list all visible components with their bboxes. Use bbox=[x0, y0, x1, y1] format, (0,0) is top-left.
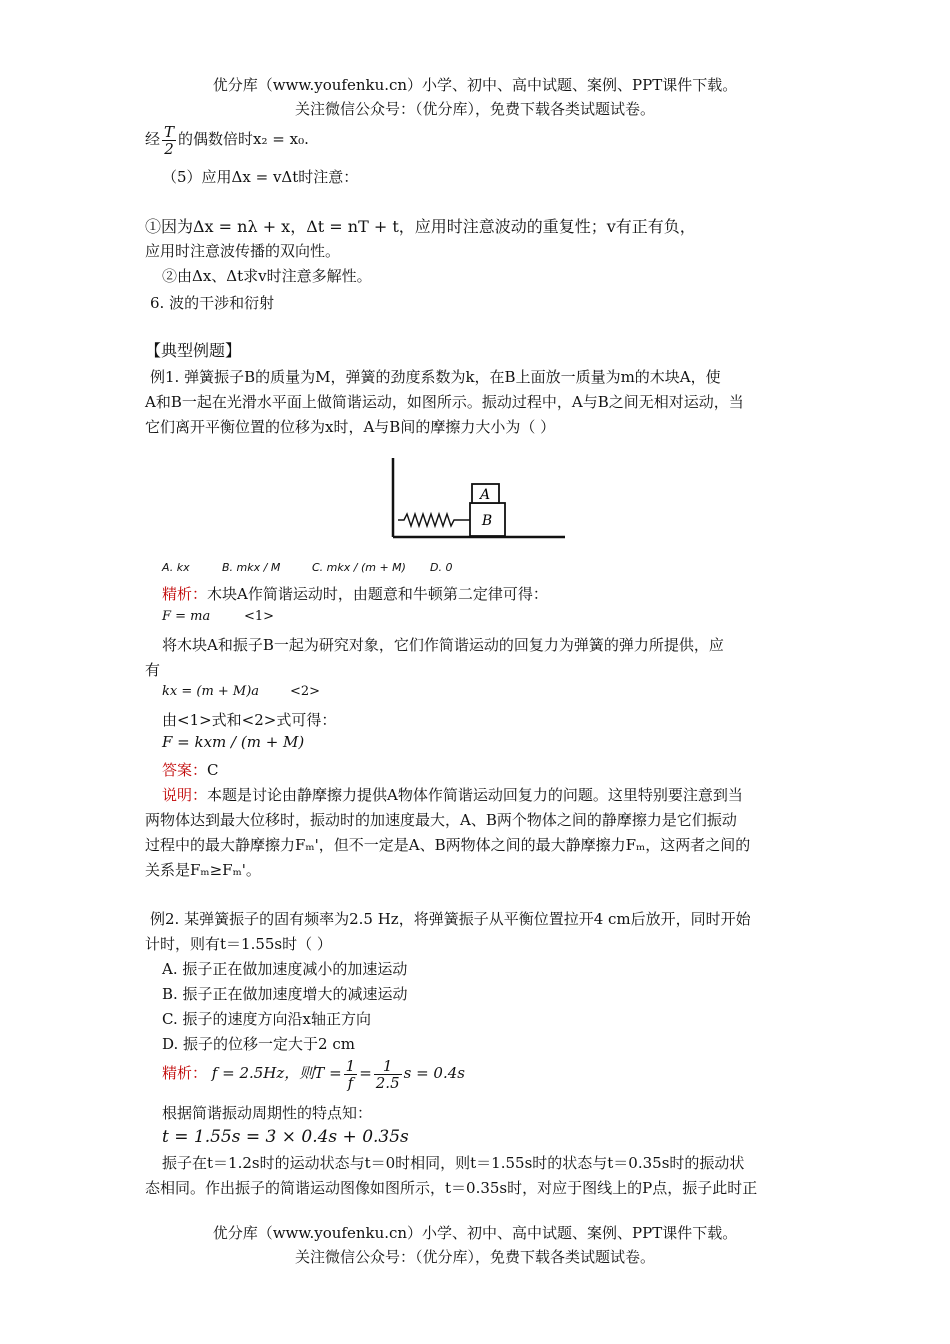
note-text-1: 本题是讨论由静摩擦力提供A物体作简谐运动回复力的问题。这里特别要注意到当 bbox=[207, 786, 743, 804]
frac-den: f bbox=[347, 1073, 354, 1092]
header-line-2: 关注微信公众号：（优分库），免费下载各类试题试卷。 bbox=[294, 100, 655, 118]
spring bbox=[398, 514, 470, 526]
intro-line-5: ②由Δx、Δt求v时注意多解性。 bbox=[162, 267, 372, 285]
intro-line-2: （5）应用Δx = vΔt时注意： bbox=[162, 168, 359, 186]
ex1-option-c: C. mkx / (m + M) bbox=[312, 561, 406, 574]
header-line-1: 优分库（www.youfenku.cn）小学、初中、高中试题、案例、PPT课件下载。 bbox=[212, 76, 738, 94]
label-a: A bbox=[479, 487, 491, 503]
ex1-line-2: A和B一起在光滑水平面上做简谐运动，如图所示。振动过程中，A与B之间无相对运动，当 bbox=[145, 393, 744, 411]
answer-label: 答案： bbox=[162, 761, 208, 779]
intro-line-4: 应用时注意波传播的双向性。 bbox=[145, 242, 341, 260]
ex2-p3-line-1: 振子在t＝1.2s时的运动状态与t＝0时相同，则t＝1.55s时的状态与t＝0.35s时的振动状 bbox=[162, 1154, 745, 1172]
ex1-answer bbox=[162, 759, 219, 781]
ex1-line-3: 它们离开平衡位置的位移为x时，A与B间的摩擦力大小为（ ） bbox=[145, 418, 556, 436]
frac-num: T bbox=[164, 122, 175, 141]
ex1-eq1: F = ma bbox=[162, 609, 211, 624]
ex2-line-2: 计时，则有t＝1.55s时（ ） bbox=[145, 935, 332, 953]
answer-value: C bbox=[207, 761, 219, 779]
ex2-an-mid: = bbox=[359, 1064, 372, 1082]
spring-block-diagram bbox=[390, 456, 570, 542]
frac-den: 2.5 bbox=[375, 1073, 400, 1092]
ex1-option-d: D. 0 bbox=[430, 561, 453, 574]
ex1-note-line-2: 两物体达到最大位移时，振动时的加速度最大，A、B两个物体之间的静摩擦力是它们振动 bbox=[145, 811, 737, 829]
ex2-analysis bbox=[162, 1054, 465, 1092]
fraction-1-over-f bbox=[344, 1058, 358, 1091]
analysis-label: 精析： bbox=[162, 585, 208, 603]
frac-den: 2 bbox=[164, 139, 174, 158]
ex1-analysis bbox=[162, 583, 548, 605]
ex1-eq1-tag: <1> bbox=[244, 609, 275, 624]
ex1-p2-line-1: 将木块A和振子B一起为研究对象，它们作简谐运动的回复力为弹簧的弹力所提供，应 bbox=[162, 636, 724, 654]
ex2-option-c: C. 振子的速度方向沿x轴正方向 bbox=[162, 1010, 371, 1028]
ex2-analysis-label: 精析： bbox=[162, 1064, 208, 1082]
label-b: B bbox=[481, 513, 493, 529]
intro-line-1 bbox=[145, 122, 309, 157]
ex1-line-1: 例1. 弹簧振子B的质量为M，弹簧的劲度系数为k，在B上面放一质量为m的木块A，使 bbox=[150, 368, 721, 386]
ex1-note-line-3: 过程中的最大静摩擦力Fₘ'，但不一定是A、B两物体之间的最大静摩擦力Fₘ，这两者之间的 bbox=[145, 836, 751, 854]
intro-line-3: ①因为Δx = nλ + x，Δt = nT + t，应用时注意波动的重复性；v有正有负， bbox=[145, 217, 696, 236]
ex2-p2: 根据简谐振动周期性的特点知： bbox=[162, 1104, 373, 1122]
section-title: 【典型例题】 bbox=[145, 341, 242, 360]
ex2-an-post: s = 0.4s bbox=[403, 1064, 465, 1082]
footer-line-1: 优分库（www.youfenku.cn）小学、初中、高中试题、案例、PPT课件下载。 bbox=[212, 1224, 738, 1242]
ex1-option-a: A. kx bbox=[162, 561, 190, 574]
ex1-note-line-1 bbox=[162, 784, 743, 806]
frac-num: 1 bbox=[374, 1058, 402, 1075]
note-label: 说明： bbox=[162, 786, 208, 804]
frac-num: 1 bbox=[345, 1056, 356, 1075]
fraction-1-over-2-5 bbox=[374, 1058, 402, 1091]
ex2-option-b: B. 振子正在做加速度增大的减速运动 bbox=[162, 985, 408, 1003]
ex2-option-d: D. 振子的位移一定大于2 cm bbox=[162, 1035, 355, 1053]
ex2-line-1: 例2. 某弹簧振子的固有频率为2.5 Hz，将弹簧振子从平衡位置拉开4 cm后放开，同时开始 bbox=[150, 910, 751, 928]
ex1-p3: 由<1>式和<2>式可得： bbox=[162, 711, 337, 729]
intro-line-6: 6. 波的干涉和衍射 bbox=[150, 294, 275, 312]
ex1-p2-line-2: 有 bbox=[145, 661, 161, 679]
analysis-text: 木块A作简谐运动时，由题意和牛顿第二定律可得： bbox=[207, 585, 548, 603]
ex2-an-pre: f = 2.5Hz，则T = bbox=[211, 1064, 342, 1082]
ex2-eq: t = 1.55s = 3 × 0.4s + 0.35s bbox=[162, 1127, 409, 1147]
footer-line-2: 关注微信公众号：（优分库），免费下载各类试题试卷。 bbox=[294, 1248, 655, 1266]
intro-l1-post: 的偶数倍时x₂ = x₀. bbox=[178, 130, 309, 148]
ex2-p3-line-2: 态相同。作出振子的简谐运动图像如图所示，t＝0.35s时，对应于图线上的P点，振子此时正 bbox=[145, 1179, 758, 1197]
intro-l1-pre: 经 bbox=[145, 130, 161, 148]
ex1-eq3: F = kxm / (m + M) bbox=[162, 733, 305, 751]
fraction-t-over-2 bbox=[162, 124, 176, 157]
ex1-eq2: kx = (m + M)a bbox=[162, 684, 260, 699]
ex1-note-line-4: 关系是Fₘ≥Fₘ'。 bbox=[145, 861, 261, 879]
ex1-option-b: B. mkx / M bbox=[222, 561, 281, 574]
ex1-eq2-tag: <2> bbox=[290, 684, 321, 699]
ex2-option-a: A. 振子正在做加速度减小的加速运动 bbox=[162, 960, 408, 978]
